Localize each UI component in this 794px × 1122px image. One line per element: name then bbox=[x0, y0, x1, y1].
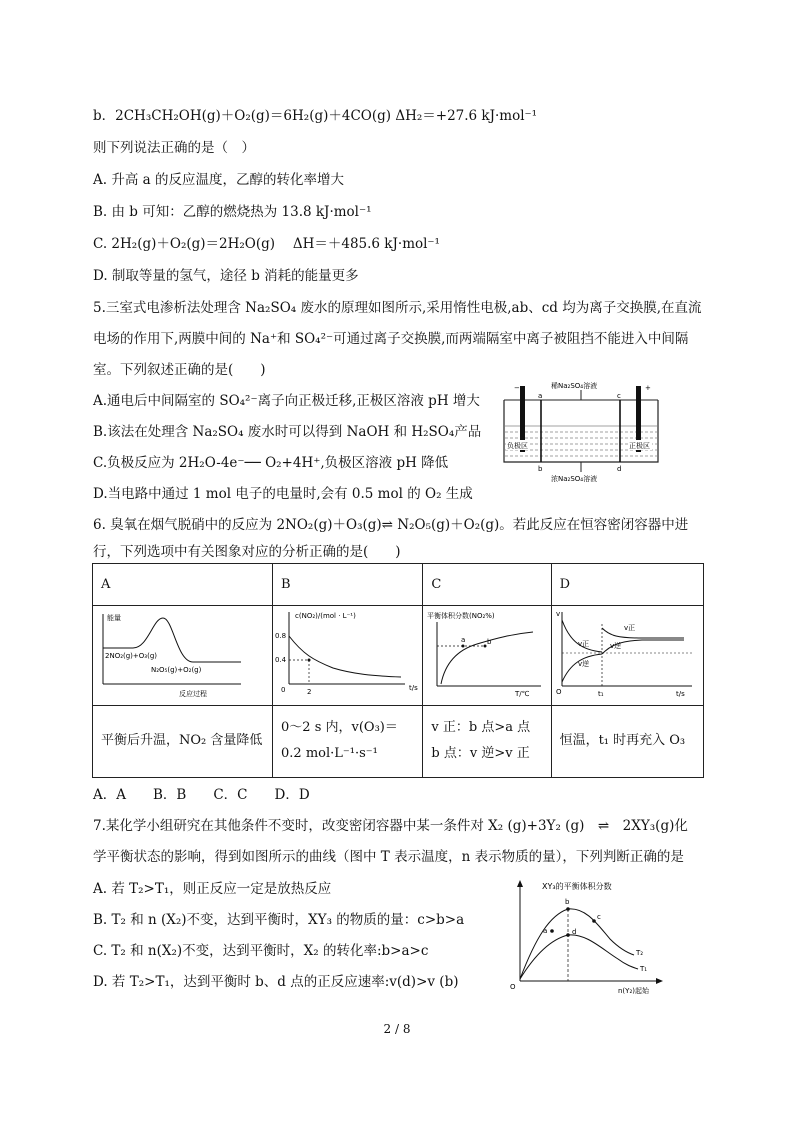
q6-c-xlabel: T/℃ bbox=[515, 690, 530, 699]
q4-option-a: A. 升高 a 的反应温度，乙醇的转化率增大 bbox=[93, 172, 344, 188]
q6-b-x2: 2 bbox=[307, 688, 312, 697]
q4-option-d: D. 制取等量的氢气，途径 b 消耗的能量更多 bbox=[93, 268, 359, 284]
q6-b-origin: 0 bbox=[281, 686, 286, 695]
q6-text-b-1: 0～2 s 内，v(O₃)＝ bbox=[281, 720, 398, 736]
q6-a-products: N₂O₅(g)+O₂(g) bbox=[151, 666, 202, 675]
q4-option-b: B. 由 b 可知：乙醇的燃烧热为 13.8 kJ·mol⁻¹ bbox=[93, 204, 372, 220]
q7-point-b: b bbox=[565, 898, 570, 906]
q7-origin: O bbox=[510, 983, 516, 991]
q5-top-label: 稀Na₂SO₄溶液 bbox=[551, 382, 598, 390]
q6-a-reactants: 2NO₂(g)+O₃(g) bbox=[105, 652, 157, 661]
q6-c-title: 平衡体积分数(NO₂%) bbox=[427, 612, 496, 621]
q6-d-t1: t₁ bbox=[597, 690, 604, 699]
q5-bottom-label: 浓Na₂SO₄溶液 bbox=[551, 475, 598, 483]
q5-label-d: d bbox=[617, 465, 622, 473]
q6-figure-c bbox=[423, 606, 549, 700]
q5-option-a: A.通电后中间隔室的 SO₄²⁻离子向正极迁移,正极区溶液 pH 增大 bbox=[93, 393, 480, 409]
q6-d-label-3: v逆 bbox=[609, 642, 621, 651]
q6-text-d: 恒温，t₁ 时再充入 O₃ bbox=[559, 733, 686, 749]
q5-label-b: b bbox=[538, 465, 543, 473]
q6-d-label-2: v逆 bbox=[577, 660, 589, 669]
q7-option-c: C. T₂ 和 n(X₂)不变，达到平衡时，X₂ 的转化率:b>a>c bbox=[93, 943, 429, 959]
q6-c-point-a: a bbox=[461, 636, 466, 645]
q5-negative-zone: 负极区 bbox=[507, 442, 528, 450]
q5-positive-zone: 正极区 bbox=[629, 442, 650, 450]
q6-table bbox=[92, 563, 704, 778]
q6-b-xlabel: t/s bbox=[409, 684, 418, 693]
q5-minus-sign: − bbox=[514, 384, 520, 392]
q7-point-c: c bbox=[597, 913, 601, 921]
q5-stem-1: 5.三室式电渗析法处理含 Na₂SO₄ 废水的原理如图所示,采用惰性电极,ab、cd 均为离子交换膜,在直流 bbox=[93, 300, 702, 316]
q6-header-a: A bbox=[93, 564, 273, 606]
q6-header-c: C bbox=[423, 564, 551, 606]
q7-t2-label: T₂ bbox=[636, 949, 644, 957]
q6-b-y04: 0.4 bbox=[275, 656, 287, 665]
q7-point-a: a bbox=[543, 927, 548, 935]
q6-figure-a bbox=[93, 606, 245, 700]
q6-text-b-2: 0.2 mol·L⁻¹·s⁻¹ bbox=[281, 746, 378, 762]
q5-label-c: c bbox=[617, 392, 621, 400]
q6-a-ylabel: 能量 bbox=[107, 614, 121, 623]
q6-d-v: v bbox=[555, 610, 560, 619]
q6-b-y08: 0.8 bbox=[275, 632, 287, 641]
q6-b-ylabel: c(NO₂)/(mol · L⁻¹) bbox=[295, 612, 356, 621]
q5-option-b: B.该法在处理含 Na₂SO₄ 废水时可以得到 NaOH 和 H₂SO₄产品 bbox=[93, 424, 482, 440]
q4-b-equation: b．2CH₃CH₂OH(g)＋O₂(g)＝6H₂(g)＋4CO(g) ΔH₂＝+27.6 kJ·mol⁻¹ bbox=[93, 108, 538, 124]
q6-options: A．A B．B C．C D．D bbox=[93, 787, 310, 803]
q7-figure bbox=[506, 877, 666, 997]
q6-header-b: B bbox=[273, 564, 423, 606]
q7-t1-label: T₁ bbox=[640, 965, 648, 973]
q6-d-label-1: v正 bbox=[577, 640, 589, 649]
q5-stem-3: 室。下列叙述正确的是( ) bbox=[93, 362, 266, 378]
q7-option-d: D. 若 T₂>T₁，达到平衡时 b、d 点的正反应速率:v(d)>v (b) bbox=[93, 974, 459, 990]
q4-stem: 则下列说法正确的是（ ） bbox=[93, 140, 255, 156]
q6-text-c-2: b 点：v 逆>v 正 bbox=[431, 746, 530, 762]
q5-label-a: a bbox=[538, 392, 543, 400]
q5-plus-sign: + bbox=[645, 384, 651, 392]
q6-figure-b bbox=[273, 606, 421, 700]
q5-stem-2: 电场的作用下,两膜中间的 Na⁺和 SO₄²⁻可通过离子交换膜,而两端隔室中离子被阻挡不能进入中间隔 bbox=[93, 331, 689, 347]
q4-option-c: C. 2H₂(g)＋O₂(g)＝2H₂O(g) ΔH＝＋485.6 kJ·mol⁻¹ bbox=[93, 236, 440, 252]
q6-d-label-4: v正 bbox=[623, 624, 635, 633]
q6-stem-2: 行，下列选项中有关图象对应的分析正确的是( ) bbox=[93, 544, 401, 560]
page-number: 2 / 8 bbox=[383, 1022, 411, 1036]
q6-c-point-b: b bbox=[487, 638, 492, 647]
q6-stem-1: 6. 臭氧在烟气脱硝中的反应为 2NO₂(g)＋O₃(g)⇌ N₂O₅(g)＋O₂(g)。若此反应在恒容密闭容器中进 bbox=[93, 517, 689, 533]
q7-option-a: A. 若 T₂>T₁，则正反应一定是放热反应 bbox=[93, 881, 332, 897]
q7-xlabel: n(Y₂)起始 bbox=[618, 987, 649, 995]
q7-stem-2: 学平衡状态的影响，得到如图所示的曲线（图中 T 表示温度，n 表示物质的量），下列判断正确的是 bbox=[93, 849, 684, 865]
q7-option-b: B. T₂ 和 n (X₂)不变，达到平衡时，XY₃ 的物质的量：c>b>a bbox=[93, 912, 465, 928]
q6-text-c-1: v 正：b 点>a 点 bbox=[431, 720, 531, 736]
q7-point-d: d bbox=[572, 928, 577, 936]
q5-option-c: C.负极反应为 2H₂O-4e⁻── O₂+4H⁺,负极区溶液 pH 降低 bbox=[93, 455, 449, 471]
q6-d-origin: O bbox=[555, 688, 562, 697]
q6-figure-d bbox=[552, 606, 702, 700]
q5-electrolysis-figure bbox=[496, 380, 666, 484]
q7-stem-1: 7.某化学小组研究在其他条件不变时，改变密闭容器中某一条件对 X₂ (g)+3Y₂ (g) ⇌ 2XY₃(g)化 bbox=[93, 818, 688, 834]
q6-text-a: 平衡后升温，NO₂ 含量降低 bbox=[101, 733, 263, 749]
q6-header-d: D bbox=[551, 564, 703, 606]
q6-d-xlabel: t/s bbox=[675, 690, 685, 699]
q5-option-d: D.当电路中通过 1 mol 电子的电量时,会有 0.5 mol 的 O₂ 生成 bbox=[93, 486, 473, 502]
q6-a-xlabel: 反应过程 bbox=[179, 690, 207, 699]
q7-fig-title: XY₃的平衡体积分数 bbox=[542, 882, 612, 891]
